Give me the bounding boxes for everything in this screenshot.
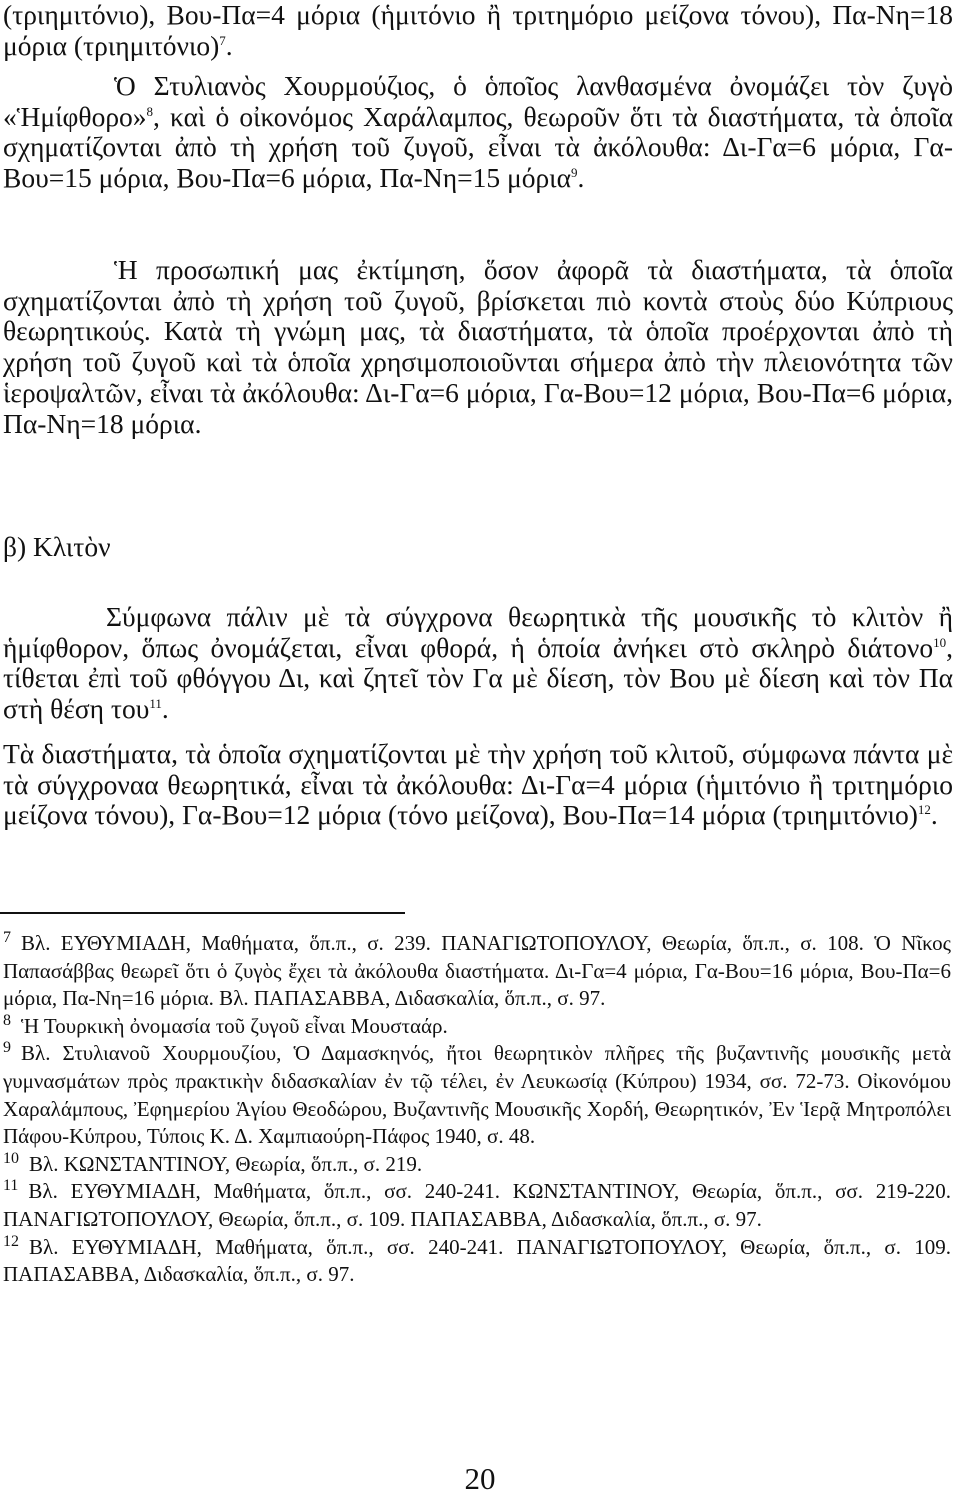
footnote-ref-7[interactable]: 7 [219, 32, 226, 48]
footnote-ref-8[interactable]: 8 [146, 103, 154, 119]
footnote-ref-11[interactable]: 11 [149, 695, 162, 711]
paragraph-4-text-b: , τίθεται ἐπὶ τοῦ φθόγγου Δι, καὶ ζητεῖ τὸν Γα μὲ δίεση, τὸν Βου μὲ δίεση καὶ τὸν Πα στὴ θέση του [3, 631, 953, 725]
footnote-text: Ἡ Τουρκικὴ ὀνομασία τοῦ ζυγοῦ εἶναι Μουσταάρ. [21, 1013, 448, 1038]
paragraph-5-text: Τὰ διαστήματα, τὰ ὁποῖα σχηματίζονται μὲ τὴν χρήση τοῦ κλιτοῦ, σύμφωνα πάντα μὲ τὰ σύγχροναα θεωρητικά, εἶναι τὰ ἀκόλουθα: Δι-Γα=4 μόρια (ἡμιτόνιο ἢ τριτημόριο μείζονα τόνου), Γα-Βου=12 μόρια (τόνο μείζονα), Βου-Πα=14 μόρια (τριημιτόνιο) [3, 738, 953, 831]
paragraph-5-end: . [930, 799, 938, 831]
footnote-number: 7 [3, 929, 11, 946]
paragraph-2 [3, 71, 953, 194]
footnote-number: 10 [3, 1149, 19, 1167]
footnote-text: Βλ. Στυλιανοῦ Χουρμουζίου, Ὁ Δαμασκηνός, ἤτοι θεωρητικὸν πλῆρες τῆς βυζαντινῆς μουσικῆς μετὰ γυμνασμάτων πρὸς πρακτικὴν διδασκαλίαν ἐν τῷ τέλει, ἐν Λευκωσίᾳ (Κύπρου) 1934, σσ. 72-73. Οἰκονόμου Χαραλάμπους, Ἐφημερίου Ἁγίου Θεοδώρου, Βυζαντινῆς Μουσικῆς Χορδή, Θεωρητικόν, Ἐν Ἱερᾷ Μητροπόλει Πάφου-Κύπρου, Τύποις Κ. Δ. Χαμπιαούρη-Πάφος 1940, σ. 48. [3, 1041, 951, 1149]
footnote-ref-10[interactable]: 10 [933, 634, 947, 650]
paragraph-2-text-b: , καὶ ὁ οἰκονόμος Χαράλαμπος, θεωροῦν ὅτι τὰ διαστήματα, τὰ ὁποῖα σχηματίζονται ἀπὸ τὴ χρήση τοῦ ζυγοῦ, εἶναι τὰ ἀκόλουθα: Δι-Γα=6 μόρια, Γα-Βου=15 μόρια, Βου-Πα=6 μόρια, Πα-Νη=15 μόρια [3, 100, 953, 194]
page-number: 20 [464, 1461, 496, 1496]
paragraph-4 [3, 602, 953, 725]
section-heading-klitón: β) Κλιτὸν [3, 531, 111, 562]
footnote-number: 11 [3, 1177, 19, 1195]
footnote-number: 9 [3, 1039, 11, 1057]
footnote-12 [3, 1234, 951, 1289]
footnote-text: Βλ. ΕΥΘΥΜΙΑΔΗ, Μαθήματα, ὅπ.π., σσ. 240-241. ΠΑΝΑΓΙΩΤΟΠΟΥΛΟΥ, Θεωρία, ὅπ.π., σ. 109. ΠΑΠΑΣΑΒΒΑ, Διδασκαλία, ὅπ.π., σ. 97. [3, 1234, 951, 1287]
footnotes [3, 930, 951, 1289]
footnote-7 [3, 930, 951, 1013]
footnote-number: 8 [3, 1011, 11, 1029]
paragraph-5 [3, 739, 953, 831]
footnote-10 [3, 1151, 951, 1179]
footnote-text: Βλ. ΚΩΝΣΤΑΝΤΙΝΟΥ, Θεωρία, ὅπ.π., σ. 219. [29, 1151, 423, 1176]
paragraph-4-text-c: . [161, 693, 169, 725]
footnote-ref-12[interactable]: 12 [917, 802, 931, 818]
paragraph-4-text-a: Σύμφωνα πάλιν μὲ τὰ σύγχρονα θεωρητικὰ τῆς μουσικῆς τὸ κλιτὸν ἢ ἡμίφθορον, ὅπως ὀνομάζεται, εἶναι φθορά, ἡ ὁποία ἀνήκει στὸ σκληρὸ διάτονο [3, 601, 953, 663]
footnote-text: Βλ. ΕΥΘΥΜΙΑΔΗ, Μαθήματα, ὅπ.π., σσ. 240-241. ΚΩΝΣΤΑΝΤΙΝΟΥ, Θεωρία, ὅπ.π., σσ. 219-220. ΠΑΝΑΓΙΩΤΟΠΟΥΛΟΥ, Θεωρία, ὅπ.π., σ. 109. ΠΑΠΑΣΑΒΒΑ, Διδασκαλία, ὅπ.π., σ. 97. [3, 1179, 951, 1231]
footnote-ref-9[interactable]: 9 [570, 164, 578, 180]
paragraph-3: Ἡ προσωπική μας ἐκτίμηση, ὅσον ἀφορᾶ τὰ διαστήματα, τὰ ὁποῖα σχηματίζονται ἀπὸ τὴ χρήση τοῦ ζυγοῦ, βρίσκεται πιὸ κοντὰ στοὺς δύο Κύπριους θεωρητικούς. Κατὰ τὴ γνώμη μας, τὰ διαστήματα, τὰ ὁποῖα προέρχονται ἀπὸ τὴ χρήση τοῦ ζυγοῦ καὶ τὰ ὁποῖα χρησιμοποιοῦνται σήμερα ἀπὸ τὴν πλειονότητα τῶν ἱεροψαλτῶν, εἶναι τὰ ἀκόλουθα: Δι-Γα=6 μόρια, Γα-Βου=12 μόρια, Βου-Πα=6 μόρια, Πα-Νη=18 μόρια. [3, 254, 953, 439]
paragraph-1-text: (τριημιτόνιο), Βου-Πα=4 μόρια (ἡμιτόνιο ἢ τριτημόριο μείζονα τόνου), Πα-Νη=18 μόρια (τριημιτόνιο) [3, 0, 953, 61]
footnote-text: Βλ. ΕΥΘΥΜΙΑΔΗ, Μαθήματα, ὅπ.π., σ. 239. ΠΑΝΑΓΙΩΤΟΠΟΥΛΟΥ, Θεωρία, ὅπ.π., σ. 108. Ὁ Νῖκος Παπασάββας θεωρεῖ ὅτι ὁ ζυγὸς ἔχει τὰ ἀκόλουθα διαστήματα. Δι-Γα=4 μόρια, Γα-Βου=16 μόρια, Βου-Πα=6 μόρια, Πα-Νη=16 μόρια. Βλ. ΠΑΠΑΣΑΒΒΑ, Διδασκαλία, ὅπ.π., σ. 97. [3, 931, 951, 1011]
paragraph-1: (τριημιτόνιο), Βου-Πα=4 μόρια (ἡμιτόνιο ἢ τριτημόριο μείζονα τόνου), Πα-Νη=18 μόρια $(\tau\rho\iota\eta\mu\iota\tau ό\nu\iota o)^7$. [3, 0, 953, 61]
footnote-8 [3, 1013, 951, 1041]
footnote-11 [3, 1178, 951, 1233]
footnote-9 [3, 1040, 951, 1150]
paragraph-2-text-a: Ὁ Στυλιανὸς Χουρμούζιος, ὁ ὁποῖος λανθασμένα ὀνομάζει τὸν ζυγὸ «Ἡμίφθορο» [3, 70, 953, 132]
footnote-separator [0, 912, 405, 914]
footnote-number: 12 [3, 1232, 19, 1250]
paragraph-2-text-c: . [577, 162, 585, 194]
